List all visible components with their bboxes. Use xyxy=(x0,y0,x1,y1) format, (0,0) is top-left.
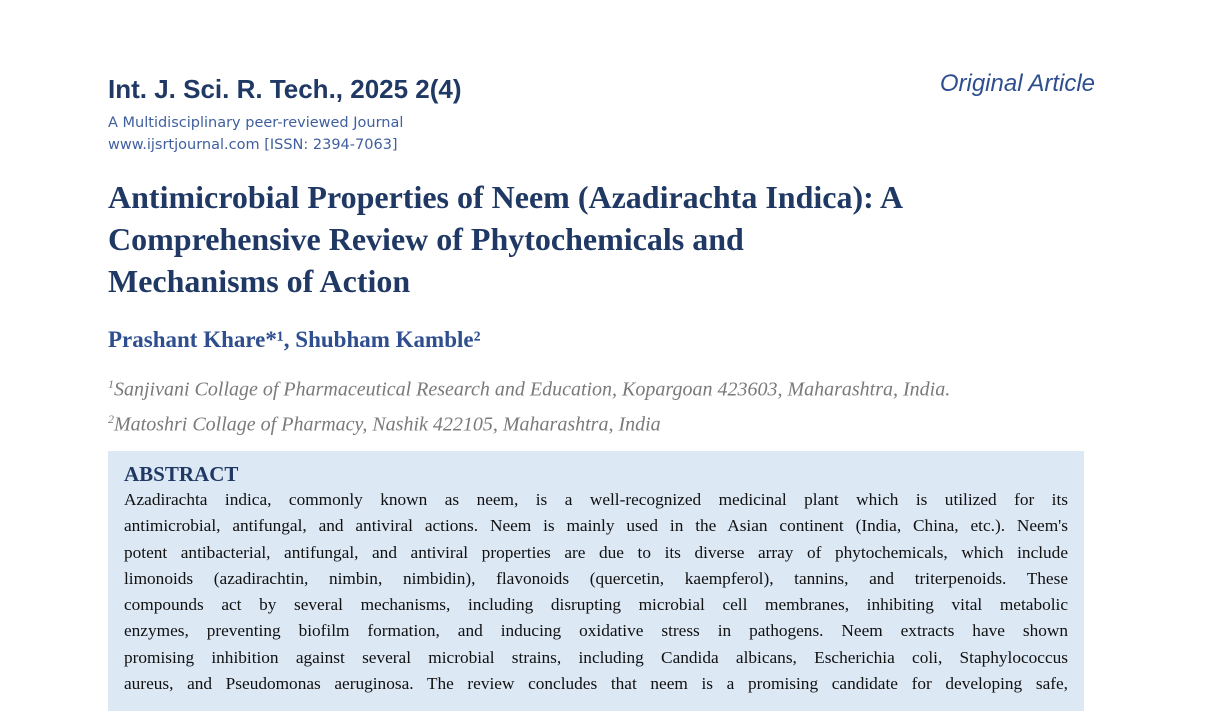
affiliation-text: Sanjivani Collage of Pharmaceutical Research and Education, Kopargoan 423603, Maharashtra, India. xyxy=(114,378,951,401)
affiliation-text: Matoshri Collage of Pharmacy, Nashik 422105, Maharashtra, India xyxy=(114,413,661,436)
authors: Prashant Khare*¹, Shubham Kamble² xyxy=(108,327,481,352)
affiliations xyxy=(108,370,950,439)
abstract-line: antimicrobial, antifungal, and antiviral actions. Neem is mainly used in the Asian continent (India, China, etc.). Neem's xyxy=(124,516,1068,536)
abstract-line: promising inhibition against several microbial strains, including Candida albicans, Escherichia coli, Staphylococcus xyxy=(124,647,1068,667)
affiliation-number: 1 xyxy=(108,377,114,391)
abstract-line: enzymes, preventing biofilm formation, and inducing oxidative stress in pathogens. Neem extracts have shown xyxy=(124,621,1068,641)
abstract-box xyxy=(108,451,1084,711)
article-type: Original Article xyxy=(939,70,1095,97)
article-title xyxy=(108,176,1108,302)
abstract-line: limonoids (azadirachtin, nimbin, nimbidin), flavonoids (quercetin, kaempferol), tannins, and triterpenoids. These xyxy=(124,568,1068,588)
abstract-line: aureus, and Pseudomonas aeruginosa. The review concludes that neem is a promising candidate for developing safe, xyxy=(124,674,1068,694)
affiliation xyxy=(108,370,950,405)
article-title-line: Comprehensive Review of Phytochemicals and xyxy=(108,221,744,257)
abstract-line: compounds act by several mechanisms, including disrupting microbial cell membranes, inhibiting vital metabolic xyxy=(124,595,1068,615)
affiliation-number: 2 xyxy=(108,411,114,426)
abstract-line: Azadirachta indica, commonly known as neem, is a well-recognized medicinal plant which is utilized for its xyxy=(124,490,1068,509)
abstract-line: potent antibacterial, antifungal, and antiviral properties are due to its diverse array of phytochemicals, which include xyxy=(124,542,1068,562)
journal-website: www.ijsrtjournal.com [ISSN: 2394-7063] xyxy=(108,137,398,153)
abstract-body xyxy=(124,487,1068,697)
affiliation xyxy=(108,405,950,440)
journal-subheader xyxy=(108,112,403,156)
journal-name: Int. J. Sci. R. Tech., 2025 2(4) xyxy=(108,74,462,104)
abstract-heading: ABSTRACT xyxy=(124,462,239,486)
article-title-line: Antimicrobial Properties of Neem (Azadirachta Indica): A xyxy=(108,179,904,215)
article-title-line: Mechanisms of Action xyxy=(108,263,411,299)
journal-tagline: A Multidisciplinary peer-reviewed Journal xyxy=(108,115,404,131)
